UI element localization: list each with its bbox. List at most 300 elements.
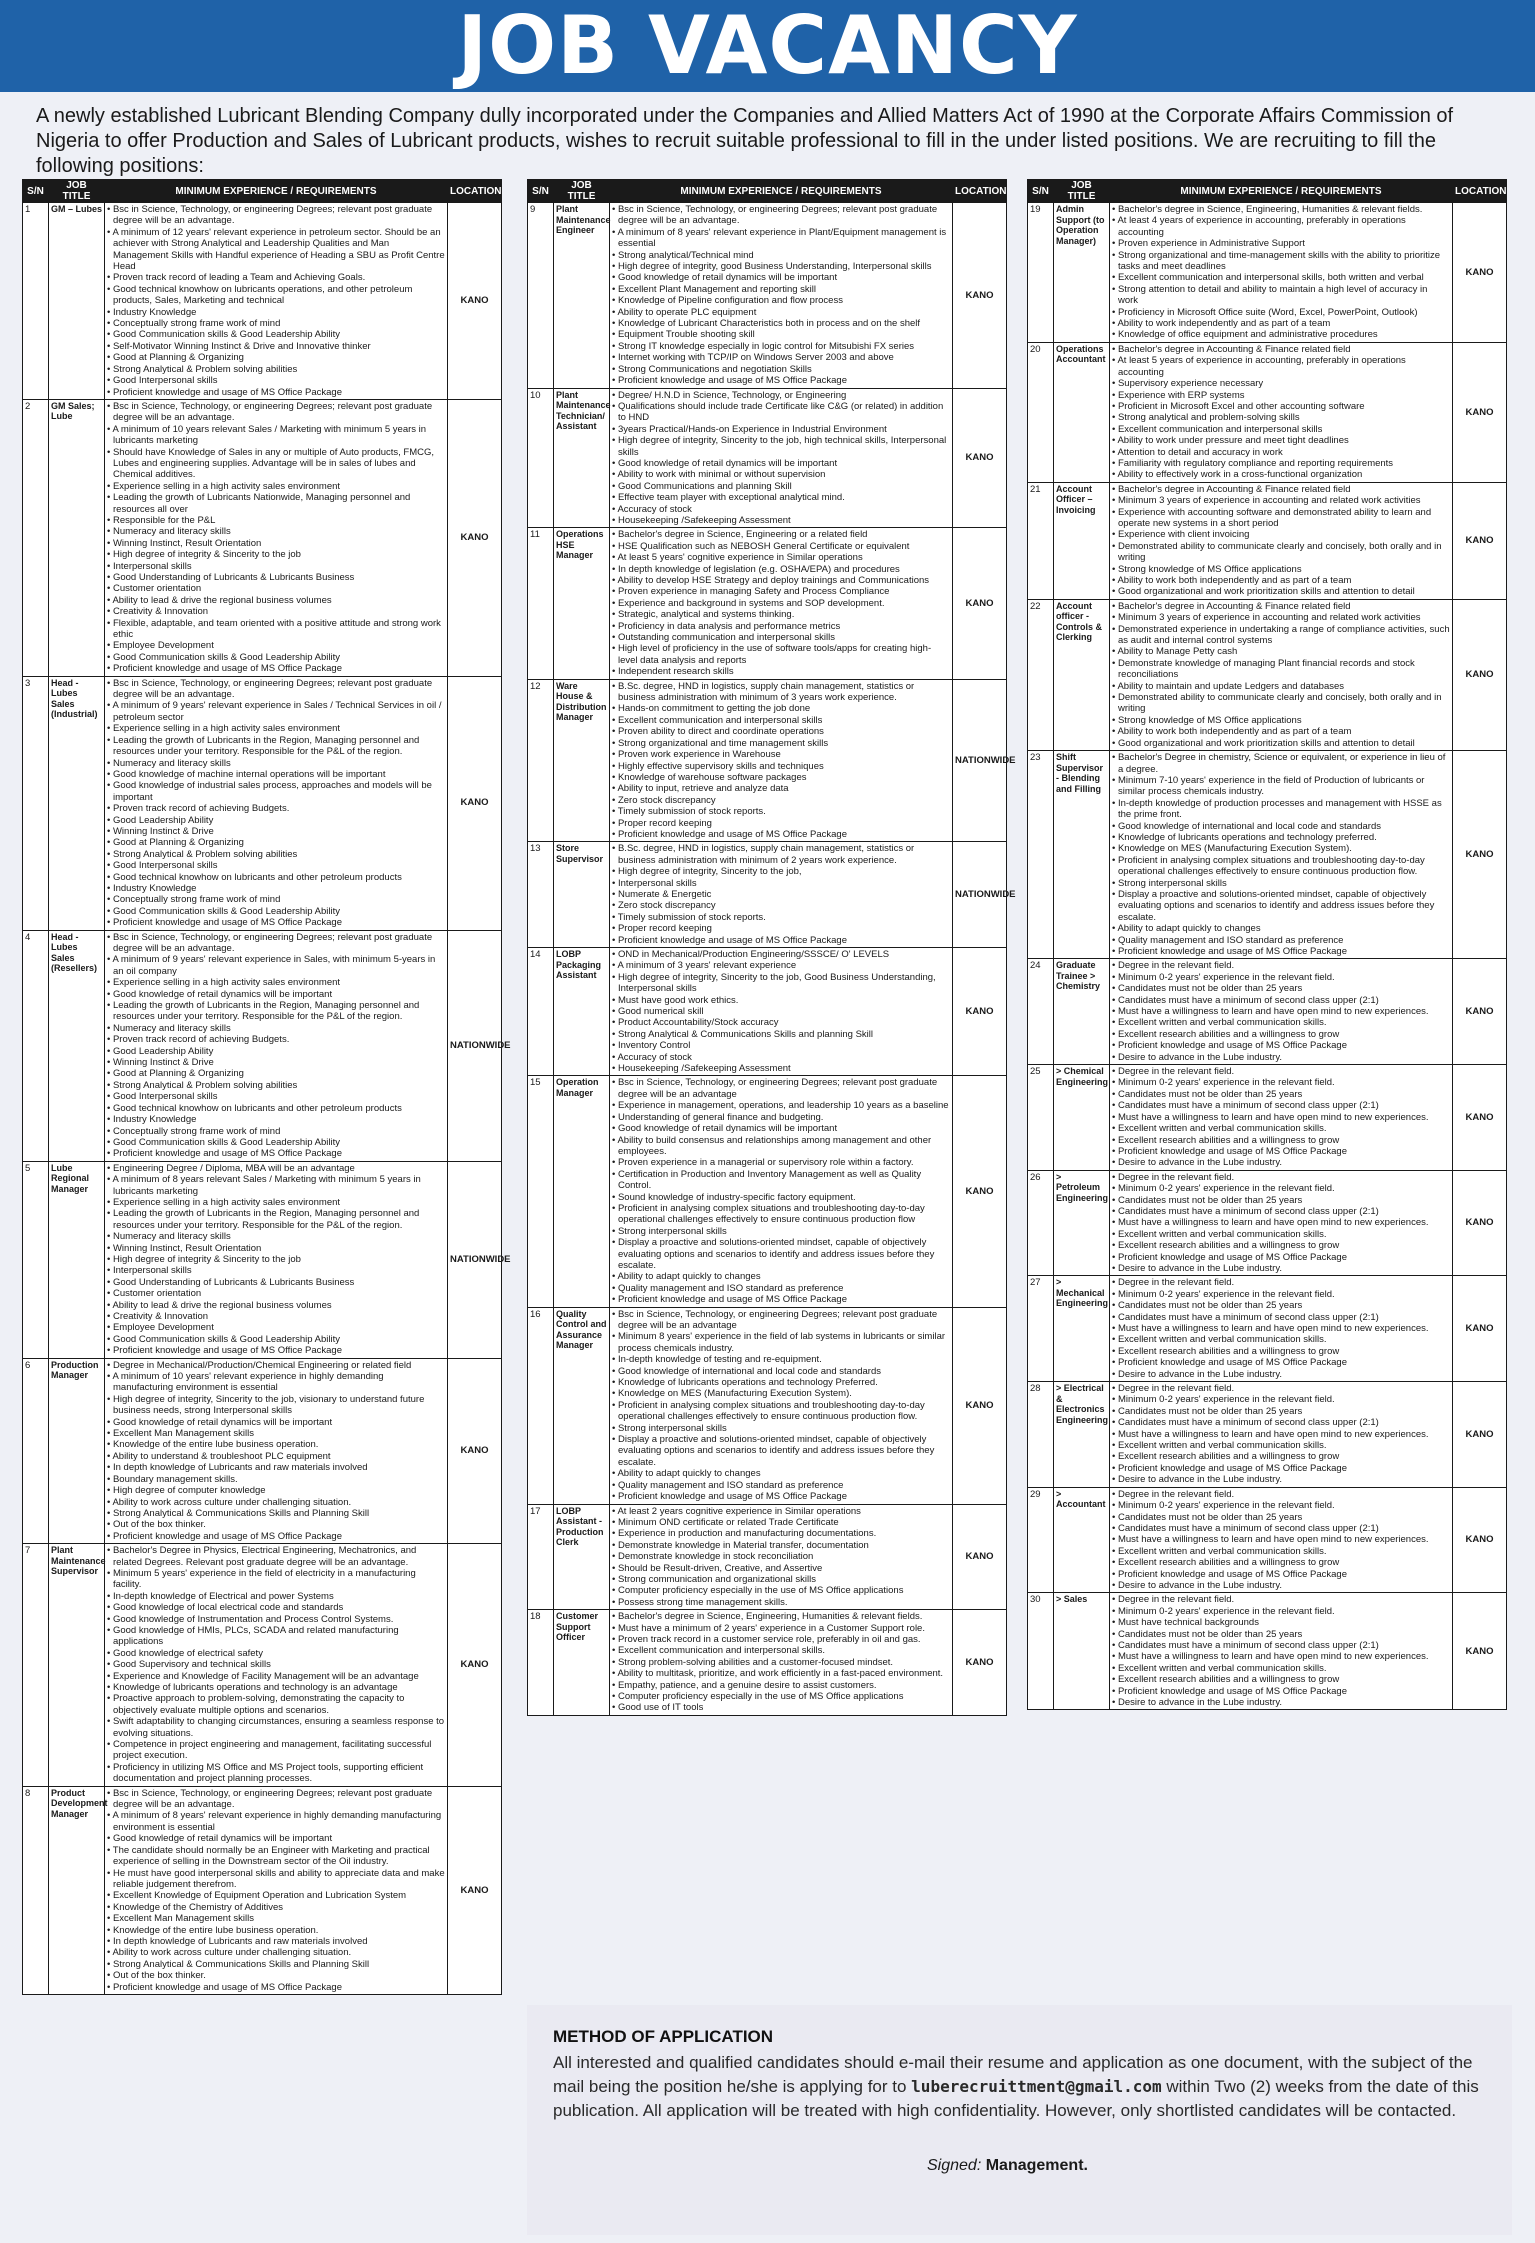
requirement-item: • Display a proactive and solutions-oriented mindset, capable of objectively evaluating options and scenarios to identify and address issues before they escalate. bbox=[612, 1434, 950, 1468]
requirement-item: • Timely submission of stock reports. bbox=[612, 912, 950, 923]
table-row bbox=[528, 388, 1007, 528]
requirement-item: • Proficient knowledge and usage of MS Office Package bbox=[107, 1345, 445, 1356]
requirement-item: • Good knowledge of international and local code and standards bbox=[612, 1366, 950, 1377]
job-requirements bbox=[105, 1358, 448, 1544]
requirement-item: • Conceptually strong frame work of mind bbox=[107, 318, 445, 329]
requirement-item: • Degree in the relevant field. bbox=[1112, 1172, 1450, 1183]
requirement-item: • Candidates must not be older than 25 years bbox=[1112, 1089, 1450, 1100]
requirement-item: • Minimum 0-2 years' experience in the relevant field. bbox=[1112, 1183, 1450, 1194]
requirement-item: • Conceptually strong frame work of mind bbox=[107, 1126, 445, 1137]
requirement-item: • Must have a minimum of 2 years' experience in a Customer Support role. bbox=[612, 1623, 950, 1634]
requirement-item: • Bsc in Science, Technology, or engineering Degrees; relevant post graduate degree will be an advantage. bbox=[107, 1788, 445, 1811]
requirement-item: • A minimum of 10 years relevant Sales / Marketing with minimum 5 years in lubricants marketing bbox=[107, 424, 445, 447]
requirement-item: • Bachelor's degree in Accounting & Finance related field bbox=[1112, 601, 1450, 612]
requirement-item: • Good Interpersonal skills bbox=[107, 1091, 445, 1102]
job-location: NATIONWIDE bbox=[953, 679, 1007, 842]
requirement-item: • HSE Qualification such as NEBOSH General Certificate or equivalent bbox=[612, 541, 950, 552]
requirement-item: • A minimum of 8 years relevant Sales / Marketing with minimum 5 years in lubricants marketing bbox=[107, 1174, 445, 1197]
requirement-item: • Minimum OND certificate or related Trade Certificate bbox=[612, 1517, 950, 1528]
job-requirements bbox=[610, 1076, 953, 1307]
requirement-item: • In depth knowledge of legislation (e.g. OSHA/EPA) and procedures bbox=[612, 564, 950, 575]
job-requirements bbox=[105, 203, 448, 400]
requirement-item: • At least 5 years' cognitive experience in Similar operations bbox=[612, 552, 950, 563]
job-requirements bbox=[105, 1161, 448, 1358]
requirements-list bbox=[107, 932, 445, 1160]
requirement-item: • Good Communication skills & Good Leadership Ability bbox=[107, 652, 445, 663]
job-title: Operations Accountant bbox=[1054, 342, 1110, 482]
requirement-item: • Good Interpersonal skills bbox=[107, 375, 445, 386]
requirement-item: • Degree in the relevant field. bbox=[1112, 1383, 1450, 1394]
job-location: KANO bbox=[448, 399, 502, 676]
requirement-item: • Good knowledge of retail dynamics will be important bbox=[612, 272, 950, 283]
requirement-item: • Must have a willingness to learn and have open mind to new experiences. bbox=[1112, 1429, 1450, 1440]
requirement-item: • Good use of IT tools bbox=[612, 1702, 950, 1713]
requirements-list bbox=[612, 390, 950, 527]
requirement-item: • Minimum 7-10 years' experience in the field of Production of lubricants or similar process chemicals industry. bbox=[1112, 775, 1450, 798]
job-location: KANO bbox=[1453, 1593, 1507, 1710]
requirement-item: • Minimum 0-2 years' experience in the relevant field. bbox=[1112, 1606, 1450, 1617]
job-title: Shift Supervisor - Blending and Filling bbox=[1054, 751, 1110, 959]
requirement-item: • Experience in management, operations, and leadership 10 years as a baseline bbox=[612, 1100, 950, 1111]
requirement-item: • Minimum 5 years' experience in the field of electricity in a manufacturing facility. bbox=[107, 1568, 445, 1591]
job-title: LOBP Packaging Assistant bbox=[554, 948, 610, 1076]
requirement-item: • Good knowledge of HMIs, PLCs, SCADA and related manufacturing applications bbox=[107, 1625, 445, 1648]
job-requirements bbox=[105, 1544, 448, 1787]
job-title: Store Supervisor bbox=[554, 842, 610, 948]
requirement-item: • Candidates must not be older than 25 years bbox=[1112, 1629, 1450, 1640]
job-title: Operation Manager bbox=[554, 1076, 610, 1307]
job-sn: 29 bbox=[1028, 1487, 1054, 1593]
requirement-item: • Excellent written and verbal communication skills. bbox=[1112, 1123, 1450, 1134]
requirement-item: • Possess strong time management skills. bbox=[612, 1597, 950, 1608]
job-requirements bbox=[1110, 1487, 1453, 1593]
table-row bbox=[1028, 1170, 1507, 1276]
requirement-item: • Strong interpersonal skills bbox=[612, 1423, 950, 1434]
requirement-item: • B.Sc. degree, HND in logistics, supply chain management, statistics or business administration with minimum of 3 years work experience. bbox=[612, 681, 950, 704]
job-sn: 9 bbox=[528, 203, 554, 389]
job-location: KANO bbox=[953, 203, 1007, 389]
job-location: KANO bbox=[1453, 1276, 1507, 1382]
requirement-item: • Accuracy of stock bbox=[612, 504, 950, 515]
requirement-item: • Minimum 0-2 years' experience in the relevant field. bbox=[1112, 1077, 1450, 1088]
requirement-item: • In-depth knowledge of Electrical and power Systems bbox=[107, 1591, 445, 1602]
signed-label: Signed: bbox=[927, 2157, 982, 2174]
requirements-list bbox=[1112, 960, 1450, 1063]
requirement-item: • Proven ability to direct and coordinate operations bbox=[612, 726, 950, 737]
job-title: Production Manager bbox=[49, 1358, 105, 1544]
requirement-item: • Proper record keeping bbox=[612, 923, 950, 934]
requirement-item: • Proficient knowledge and usage of MS Office Package bbox=[107, 1531, 445, 1542]
requirement-item: • Quality management and ISO standard as preference bbox=[1112, 935, 1450, 946]
job-title: > Sales bbox=[1054, 1593, 1110, 1710]
requirement-item: • Proficient knowledge and usage of MS Office Package bbox=[612, 1491, 950, 1502]
requirement-item: • Bsc in Science, Technology, or engineering Degrees; relevant post graduate degree will be an advantage. bbox=[107, 678, 445, 701]
header-banner bbox=[0, 0, 1535, 92]
job-title: Admin Support (to Operation Manager) bbox=[1054, 203, 1110, 343]
job-sn: 15 bbox=[528, 1076, 554, 1307]
requirement-item: • Good Leadership Ability bbox=[107, 1046, 445, 1057]
requirement-item: • Industry Knowledge bbox=[107, 1114, 445, 1125]
requirement-item: • Knowledge of lubricants operations and technology preferred. bbox=[1112, 832, 1450, 843]
table-header-row bbox=[23, 180, 502, 203]
requirement-item: • Ability to lead & drive the regional business volumes bbox=[107, 595, 445, 606]
job-location: KANO bbox=[1453, 1382, 1507, 1488]
requirement-item: • Housekeeping /Safekeeping Assessment bbox=[612, 1063, 950, 1074]
requirement-item: • Good at Planning & Organizing bbox=[107, 1068, 445, 1079]
requirement-item: • Proven experience in a managerial or supervisory role within a factory. bbox=[612, 1157, 950, 1168]
requirement-item: • Excellent written and verbal communication skills. bbox=[1112, 1017, 1450, 1028]
job-location: KANO bbox=[953, 1610, 1007, 1716]
header-location: LOCATION bbox=[448, 180, 502, 203]
job-location: KANO bbox=[953, 528, 1007, 679]
requirement-item: • Out of the box thinker. bbox=[107, 1970, 445, 1981]
requirement-item: • Industry Knowledge bbox=[107, 307, 445, 318]
requirement-item: • Experience with client invoicing bbox=[1112, 529, 1450, 540]
requirement-item: • Proven experience in managing Safety and Process Compliance bbox=[612, 586, 950, 597]
requirement-item: • Bsc in Science, Technology, or engineering Degrees; relevant post graduate degree will be an advantage. bbox=[612, 204, 950, 227]
requirement-item: • Good numerical skill bbox=[612, 1006, 950, 1017]
requirement-item: • High level of proficiency in the use of software tools/apps for creating high-level data analysis and reports bbox=[612, 643, 950, 666]
job-location: KANO bbox=[448, 1544, 502, 1787]
requirement-item: • Good Understanding of Lubricants & Lubricants Business bbox=[107, 1277, 445, 1288]
requirement-item: • Bachelor's degree in Science, Engineering, Humanities & relevant fields. bbox=[612, 1611, 950, 1622]
job-requirements bbox=[1110, 751, 1453, 959]
requirement-item: • Experience selling in a high activity sales environment bbox=[107, 481, 445, 492]
requirement-item: • In depth knowledge of Lubricants and raw materials involved bbox=[107, 1462, 445, 1473]
requirement-item: • Must have good work ethics. bbox=[612, 995, 950, 1006]
requirement-item: • Ability to effectively work in a cross-functional organization bbox=[1112, 469, 1450, 480]
header-sn: S/N bbox=[1028, 180, 1054, 203]
job-requirements bbox=[1110, 599, 1453, 750]
requirement-item: • Candidates must have a minimum of second class upper (2:1) bbox=[1112, 1417, 1450, 1428]
requirements-list bbox=[612, 1309, 950, 1503]
requirement-item: • Excellent Man Management skills bbox=[107, 1428, 445, 1439]
requirement-item: • Strong Communications and negotiation Skills bbox=[612, 364, 950, 375]
requirement-item: • Minimum 3 years of experience in accounting and related work activities bbox=[1112, 495, 1450, 506]
job-location: KANO bbox=[1453, 959, 1507, 1065]
requirement-item: • Ability to work across culture under challenging situation. bbox=[107, 1947, 445, 1958]
requirement-item: • Proficient knowledge and usage of MS Office Package bbox=[107, 1982, 445, 1993]
requirement-item: • Proficient knowledge and usage of MS Office Package bbox=[612, 935, 950, 946]
job-location: KANO bbox=[1453, 342, 1507, 482]
table-row bbox=[1028, 342, 1507, 482]
job-requirements bbox=[1110, 1593, 1453, 1710]
requirement-item: • High degree of integrity, Sincerity to the job, visionary to understand future business needs, strong Interpersonal skills bbox=[107, 1394, 445, 1417]
job-location: KANO bbox=[1453, 1170, 1507, 1276]
requirement-item: • Candidates must have a minimum of second class upper (2:1) bbox=[1112, 1100, 1450, 1111]
requirement-item: • Proven experience in Administrative Support bbox=[1112, 238, 1450, 249]
job-table bbox=[1027, 179, 1507, 1710]
job-sn: 26 bbox=[1028, 1170, 1054, 1276]
requirement-item: • Ability to understand & troubleshoot PLC equipment bbox=[107, 1451, 445, 1462]
requirement-item: • Excellent written and verbal communication skills. bbox=[1112, 1440, 1450, 1451]
requirement-item: • Experience selling in a high activity sales environment bbox=[107, 1197, 445, 1208]
requirements-list bbox=[1112, 204, 1450, 341]
job-sn: 10 bbox=[528, 388, 554, 528]
requirement-item: • Independent research skills bbox=[612, 666, 950, 677]
requirement-item: • Proficient knowledge and usage of MS Office Package bbox=[107, 663, 445, 674]
requirement-item: • Experience and Knowledge of Facility Management will be an advantage bbox=[107, 1671, 445, 1682]
requirement-item: • High degree of integrity, Sincerity to the job, Good Business Understanding, Interpersonal skills bbox=[612, 972, 950, 995]
requirement-item: • In depth knowledge of Lubricants and raw materials involved bbox=[107, 1936, 445, 1947]
job-sn: 12 bbox=[528, 679, 554, 842]
requirement-item: • Minimum 0-2 years' experience in the relevant field. bbox=[1112, 1394, 1450, 1405]
requirement-item: • Excellent communication and interpersonal skills bbox=[1112, 424, 1450, 435]
job-sn: 1 bbox=[23, 203, 49, 400]
requirement-item: • Strong problem-solving abilities and a customer-focused mindset. bbox=[612, 1657, 950, 1668]
job-location: KANO bbox=[1453, 482, 1507, 599]
job-requirements bbox=[105, 399, 448, 676]
requirement-item: • Strong interpersonal skills bbox=[1112, 878, 1450, 889]
header-job-title: JOB TITLE bbox=[49, 180, 105, 203]
requirements-list bbox=[107, 1163, 445, 1357]
requirement-item: • Highly effective supervisory skills and techniques bbox=[612, 761, 950, 772]
page-title: JOB VACANCY bbox=[457, 0, 1078, 92]
requirement-item: • Winning Instinct & Drive bbox=[107, 826, 445, 837]
requirement-item: • Demonstrate knowledge in Material transfer, documentation bbox=[612, 1540, 950, 1551]
job-title: > Electrical & Electronics Engineering bbox=[1054, 1382, 1110, 1488]
requirement-item: • Must have a willingness to learn and have open mind to new experiences. bbox=[1112, 1534, 1450, 1545]
requirement-item: • Bsc in Science, Technology, or engineering Degrees; relevant post graduate degree will be an advantage. bbox=[107, 204, 445, 227]
requirement-item: • Bsc in Science, Technology, or engineering Degrees; relevant post graduate degree will be an advantage. bbox=[107, 932, 445, 955]
requirement-item: • Good technical knowhow on lubricants operations, and other petroleum products, Sales, Marketing and technical bbox=[107, 284, 445, 307]
requirement-item: • Ability to Manage Petty cash bbox=[1112, 646, 1450, 657]
job-title: Ware House & Distribution Manager bbox=[554, 679, 610, 842]
job-title: Customer Support Officer bbox=[554, 1610, 610, 1716]
requirement-item: • Proficient knowledge and usage of MS Office Package bbox=[612, 1294, 950, 1305]
job-requirements bbox=[1110, 342, 1453, 482]
requirement-item: • Timely submission of stock reports. bbox=[612, 806, 950, 817]
requirement-item: • Bachelor's degree in Science, Engineering or a related field bbox=[612, 529, 950, 540]
requirement-item: • Good Communication skills & Good Leadership Ability bbox=[107, 329, 445, 340]
requirements-list bbox=[612, 529, 950, 677]
requirement-item: • Good knowledge of international and local code and standards bbox=[1112, 821, 1450, 832]
requirement-item: • Ability to work both independently and as part of a team bbox=[1112, 726, 1450, 737]
requirement-item: • At least 4 years of experience in accounting, preferably in operations accounting bbox=[1112, 215, 1450, 238]
requirement-item: • Winning Instinct, Result Orientation bbox=[107, 538, 445, 549]
requirement-item: • Degree in the relevant field. bbox=[1112, 1066, 1450, 1077]
requirement-item: • Good knowledge of retail dynamics will be important bbox=[612, 458, 950, 469]
table-row bbox=[23, 1358, 502, 1544]
table-row bbox=[528, 1307, 1007, 1504]
requirement-item: • Excellent communication and interpersonal skills, both written and verbal bbox=[1112, 272, 1450, 283]
requirement-item: • Accuracy of stock bbox=[612, 1052, 950, 1063]
requirement-item: • Proficient knowledge and usage of MS Office Package bbox=[1112, 1357, 1450, 1368]
requirements-list bbox=[107, 678, 445, 929]
requirement-item: • Zero stock discrepancy bbox=[612, 900, 950, 911]
job-title: Account Officer – Invoicing bbox=[1054, 482, 1110, 599]
requirement-item: • Leading the growth of Lubricants Nationwide, Managing personnel and resources all over bbox=[107, 492, 445, 515]
job-requirements bbox=[1110, 1276, 1453, 1382]
job-location: KANO bbox=[953, 1504, 1007, 1610]
requirements-list bbox=[1112, 1383, 1450, 1486]
job-title: Quality Control and Assurance Manager bbox=[554, 1307, 610, 1504]
requirement-item: • Must have a willingness to learn and have open mind to new experiences. bbox=[1112, 1112, 1450, 1123]
requirement-item: • High degree of integrity, Sincerity to the job, bbox=[612, 866, 950, 877]
requirement-item: • Strong Analytical & Communications Skills and Planning Skill bbox=[107, 1508, 445, 1519]
requirement-item: • Numeracy and literacy skills bbox=[107, 526, 445, 537]
table-row bbox=[1028, 1065, 1507, 1171]
requirement-item: • Proactive approach to problem-solving, demonstrating the capacity to objectively evaluate multiple options and scenarios. bbox=[107, 1693, 445, 1716]
requirements-list bbox=[107, 401, 445, 675]
job-location: KANO bbox=[1453, 1065, 1507, 1171]
job-requirements bbox=[1110, 1170, 1453, 1276]
requirement-item: • High degree of integrity & Sincerity to the job bbox=[107, 549, 445, 560]
requirement-item: • Good knowledge of retail dynamics will be important bbox=[107, 1833, 445, 1844]
requirement-item: • Strong analytical and problem-solving skills bbox=[1112, 412, 1450, 423]
requirement-item: • A minimum of 9 years' relevant experience in Sales / Technical Services in oil / petroleum sector bbox=[107, 700, 445, 723]
job-title: Account officer - Controls & Clerking bbox=[1054, 599, 1110, 750]
requirement-item: • Quality management and ISO standard as preference bbox=[612, 1480, 950, 1491]
job-sn: 16 bbox=[528, 1307, 554, 1504]
requirement-item: • Computer proficiency especially in the use of MS Office applications bbox=[612, 1585, 950, 1596]
requirements-list bbox=[1112, 484, 1450, 598]
requirement-item: • Good knowledge of Instrumentation and Process Control Systems. bbox=[107, 1614, 445, 1625]
requirement-item: • Excellent Knowledge of Equipment Operation and Lubrication System bbox=[107, 1890, 445, 1901]
job-requirements bbox=[1110, 1382, 1453, 1488]
requirement-item: • Good Communication skills & Good Leadership Ability bbox=[107, 906, 445, 917]
job-title: > Chemical Engineering bbox=[1054, 1065, 1110, 1171]
requirement-item: • Excellent research abilities and a willingness to grow bbox=[1112, 1346, 1450, 1357]
job-title: GM – Lubes bbox=[49, 203, 105, 400]
requirement-item: • High degree of integrity & Sincerity to the job bbox=[107, 1254, 445, 1265]
job-sn: 21 bbox=[1028, 482, 1054, 599]
requirement-item: • Good Communication skills & Good Leadership Ability bbox=[107, 1334, 445, 1345]
header-requirements: MINIMUM EXPERIENCE / REQUIREMENTS bbox=[610, 180, 953, 203]
requirement-item: • A minimum of 9 years' relevant experience in Sales, with minimum 5-years in an oil company bbox=[107, 954, 445, 977]
requirement-item: • Zero stock discrepancy bbox=[612, 795, 950, 806]
requirement-item: • Ability to develop HSE Strategy and deploy trainings and Communications bbox=[612, 575, 950, 586]
job-sn: 27 bbox=[1028, 1276, 1054, 1382]
requirement-item: • A minimum of 3 years' relevant experience bbox=[612, 960, 950, 971]
table-row bbox=[23, 676, 502, 930]
requirement-item: • Customer orientation bbox=[107, 583, 445, 594]
requirement-item: • Winning Instinct, Result Orientation bbox=[107, 1243, 445, 1254]
requirement-item: • Good knowledge of machine internal operations will be important bbox=[107, 769, 445, 780]
job-title: GM Sales; Lube bbox=[49, 399, 105, 676]
requirement-item: • Winning Instinct & Drive bbox=[107, 1057, 445, 1068]
requirement-item: • Demonstrated experience in undertaking a range of compliance activities, such as audit and internal control systems bbox=[1112, 624, 1450, 647]
requirement-item: • Good Communication skills & Good Leadership Ability bbox=[107, 1137, 445, 1148]
requirement-item: • Ability to build consensus and relationships among management and other employees. bbox=[612, 1135, 950, 1158]
requirement-item: • Strong knowledge of MS Office applications bbox=[1112, 715, 1450, 726]
job-requirements bbox=[1110, 203, 1453, 343]
job-location: KANO bbox=[448, 1786, 502, 1994]
table-header-row bbox=[1028, 180, 1507, 203]
requirement-item: • Good knowledge of retail dynamics will be important bbox=[107, 1417, 445, 1428]
job-requirements bbox=[610, 842, 953, 948]
requirement-item: • Ability to work both independently and as part of a team bbox=[1112, 575, 1450, 586]
job-sn: 19 bbox=[1028, 203, 1054, 343]
requirement-item: • Inventory Control bbox=[612, 1040, 950, 1051]
table-row bbox=[23, 1161, 502, 1358]
requirement-item: • Proven track record in a customer service role, preferably in oil and gas. bbox=[612, 1634, 950, 1645]
job-requirements bbox=[105, 930, 448, 1161]
requirement-item: • Ability to lead & drive the regional business volumes bbox=[107, 1300, 445, 1311]
requirement-item: • Experience selling in a high activity sales environment bbox=[107, 723, 445, 734]
table-row bbox=[528, 1504, 1007, 1610]
requirement-item: • The candidate should normally be an Engineer with Marketing and practical experience of selling in the Downstream sector of the Oil industry. bbox=[107, 1845, 445, 1868]
requirement-item: • Demonstrate knowledge in stock reconciliation bbox=[612, 1551, 950, 1562]
requirement-item: • Knowledge of the entire lube business operation. bbox=[107, 1439, 445, 1450]
requirement-item: • High degree of computer knowledge bbox=[107, 1485, 445, 1496]
requirement-item: • Minimum 0-2 years' experience in the relevant field. bbox=[1112, 972, 1450, 983]
requirement-item: • A minimum of 12 years' relevant experience in petroleum sector. Should be an achiever with Strong Analytical and Leadership Qualities and Man Management Skills with Handful experience of Heading a SBU as Profit Centre Head bbox=[107, 227, 445, 273]
job-sn: 20 bbox=[1028, 342, 1054, 482]
requirement-item: • Demonstrated ability to communicate clearly and concisely, both orally and in writing bbox=[1112, 692, 1450, 715]
requirements-list bbox=[612, 204, 950, 387]
requirement-item: • Proficient knowledge and usage of MS Office Package bbox=[1112, 1686, 1450, 1697]
requirement-item: • Good technical knowhow on lubricants and other petroleum products bbox=[107, 872, 445, 883]
header-requirements: MINIMUM EXPERIENCE / REQUIREMENTS bbox=[105, 180, 448, 203]
requirement-item: • Customer orientation bbox=[107, 1288, 445, 1299]
requirement-item: • Leading the growth of Lubricants in the Region, Managing personnel and resources under your territory. Responsible for the P&L of the region. bbox=[107, 1000, 445, 1023]
requirement-item: • Boundary management skills. bbox=[107, 1474, 445, 1485]
requirement-item: • Bachelor's Degree in Physics, Electrical Engineering, Mechatronics, and related Degrees. Relevant post graduate degree will be an advantage. bbox=[107, 1545, 445, 1568]
requirement-item: • Strong Analytical & Problem solving abilities bbox=[107, 1080, 445, 1091]
job-sn: 28 bbox=[1028, 1382, 1054, 1488]
requirements-list bbox=[1112, 1489, 1450, 1592]
requirement-item: • Effective team player with exceptional analytical mind. bbox=[612, 492, 950, 503]
requirement-item: • Bachelor's degree in Accounting & Finance related field bbox=[1112, 484, 1450, 495]
method-text-after: within Two (2) weeks from the date of this publication. All application will be treated with high confidentiality. However, only shortlisted candidates will be contacted. bbox=[553, 2077, 1479, 2120]
requirement-item: • Responsible for the P&L bbox=[107, 515, 445, 526]
requirement-item: • Candidates must have a minimum of second class upper (2:1) bbox=[1112, 1206, 1450, 1217]
job-sn: 7 bbox=[23, 1544, 49, 1787]
job-table bbox=[22, 179, 511, 1995]
requirement-item: • Candidates must not be older than 25 years bbox=[1112, 983, 1450, 994]
requirement-item: • Good knowledge of industrial sales process, approaches and models will be important bbox=[107, 780, 445, 803]
requirement-item: • Good organizational and work prioritization skills and attention to detail bbox=[1112, 738, 1450, 749]
requirement-item: • Proficiency in data analysis and performance metrics bbox=[612, 621, 950, 632]
job-table bbox=[527, 179, 1016, 1716]
requirement-item: • 3years Practical/Hands-on Experience in Industrial Environment bbox=[612, 424, 950, 435]
requirement-item: • Strong Analytical & Communications Skills and planning Skill bbox=[612, 1029, 950, 1040]
requirement-item: • Minimum 0-2 years' experience in the relevant field. bbox=[1112, 1289, 1450, 1300]
requirement-item: • A minimum of 10 years' relevant experience in highly demanding manufacturing environment is essential bbox=[107, 1371, 445, 1394]
job-title: Head - Lubes Sales (Resellers) bbox=[49, 930, 105, 1161]
requirement-item: • Candidates must have a minimum of second class upper (2:1) bbox=[1112, 1640, 1450, 1651]
requirement-item: • Understanding of general finance and budgeting. bbox=[612, 1112, 950, 1123]
requirement-item: • Good knowledge of local electrical code and standards bbox=[107, 1602, 445, 1613]
requirement-item: • Proficient in analysing complex situations and troubleshooting day-to-day operational challenges effectively to ensure continuous production flow. bbox=[1112, 855, 1450, 878]
requirement-item: • Knowledge of lubricants operations and technology Preferred. bbox=[612, 1377, 950, 1388]
requirement-item: • Bachelor's degree in Accounting & Finance related field bbox=[1112, 344, 1450, 355]
requirement-item: • Proficient knowledge and usage of MS Office Package bbox=[1112, 1252, 1450, 1263]
signature-line bbox=[927, 2157, 1088, 2175]
requirement-item: • Good Leadership Ability bbox=[107, 815, 445, 826]
table-row bbox=[1028, 751, 1507, 959]
requirement-item: • Equipment Trouble shooting skill bbox=[612, 329, 950, 340]
job-title: Plant Maintenance Engineer bbox=[554, 203, 610, 389]
requirement-item: • Ability to work under pressure and meet tight deadlines bbox=[1112, 435, 1450, 446]
requirement-item: • Strong Analytical & Communications Skills and Planning Skill bbox=[107, 1959, 445, 1970]
requirements-list bbox=[1112, 344, 1450, 481]
requirement-item: • Ability to maintain and update Ledgers and databases bbox=[1112, 681, 1450, 692]
header-sn: S/N bbox=[528, 180, 554, 203]
requirement-item: • Candidates must have a minimum of second class upper (2:1) bbox=[1112, 1523, 1450, 1534]
job-location: NATIONWIDE bbox=[448, 930, 502, 1161]
requirements-list bbox=[107, 1788, 445, 1993]
requirement-item: • Proficiency in utilizing MS Office and MS Project tools, supporting efficient documentation and project planning processes. bbox=[107, 1762, 445, 1785]
requirement-item: • Proficient knowledge and usage of MS Office Package bbox=[107, 1148, 445, 1159]
requirement-item: • Proven track record of achieving Budgets. bbox=[107, 1034, 445, 1045]
requirement-item: • High degree of integrity, Sincerity to the job, high technical skills, Interpersonal skills bbox=[612, 435, 950, 458]
job-requirements bbox=[105, 1786, 448, 1994]
requirement-item: • Competence in project engineering and management, facilitating successful project execution. bbox=[107, 1739, 445, 1762]
job-table-column-1 bbox=[22, 179, 511, 1995]
table-row bbox=[1028, 959, 1507, 1065]
